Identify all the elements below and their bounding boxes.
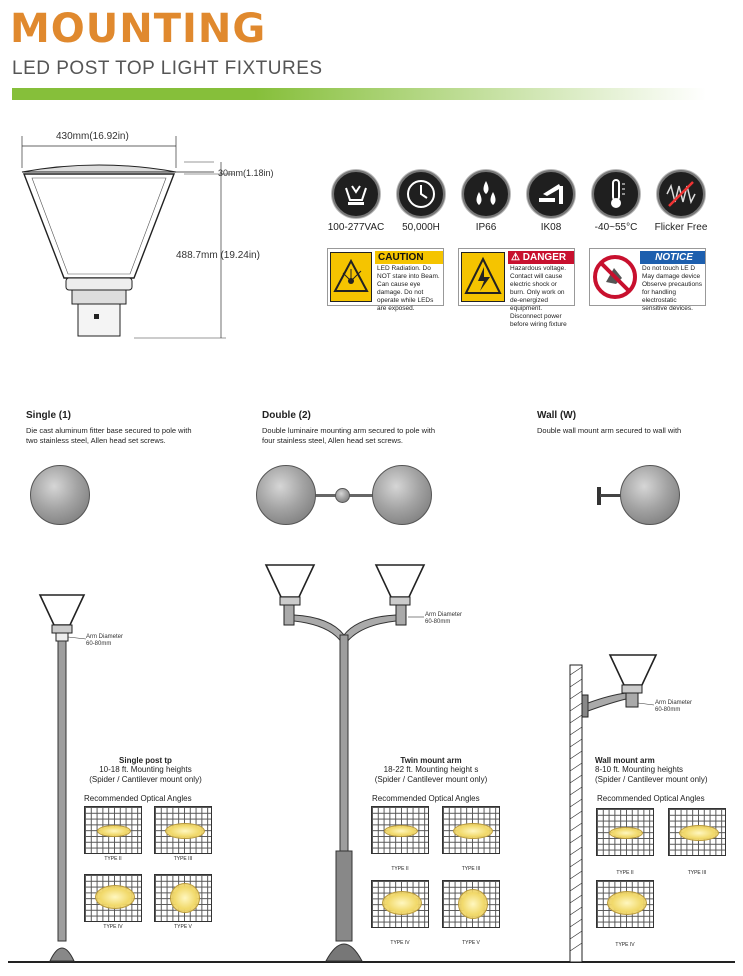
electric-shock-icon (461, 252, 505, 302)
optic-label-type-ii: TYPE II (616, 870, 634, 876)
page-title: MOUNTING (10, 6, 267, 52)
config-twin-note: (Spider / Cantilever mount only) (374, 774, 488, 784)
mount-wall-heading: Wall (W) (537, 410, 577, 421)
optics-title-single: Recommended Optical Angles (84, 794, 192, 803)
arm-diameter-value: 60-80mm (425, 619, 451, 625)
optic-label-type-iii: TYPE III (461, 866, 481, 872)
optic-label-type-iii: TYPE III (173, 856, 193, 862)
mount-double-heading: Double (2) (262, 410, 311, 421)
danger-heading: ⚠ DANGER (508, 251, 574, 264)
notice-text: Do not touch LE D May damage device Observe precautions for handling electrostatic sensitive devices. (642, 265, 702, 312)
config-wall-note: (Spider / Cantilever mount only) (595, 774, 708, 784)
mount-wall-desc: Double wall mount arm secured to wall with (537, 426, 682, 435)
danger-heading-text: DANGER (522, 252, 567, 263)
optic-label-type-ii: TYPE II (104, 856, 122, 862)
page-subtitle: LED POST TOP LIGHT FIXTURES (12, 58, 323, 79)
arm-diameter-value: 60-80mm (86, 641, 112, 647)
notice-heading: NOTICE (640, 251, 705, 264)
arm-diameter-twin (425, 612, 462, 626)
arm-diameter-label: Arm Diameter (655, 700, 693, 706)
arm-diameter-label: Arm Diameter (425, 612, 463, 618)
width-dimension: 430mm(16.92in) (56, 131, 129, 142)
caution-label (327, 248, 444, 312)
cap-height-dimension: 30mm(1.18in) (218, 168, 274, 178)
optic-label-type-iii: TYPE III (687, 870, 707, 876)
config-wall-heights: 8-10 ft. Mounting heights (595, 765, 684, 774)
optic-grid-type-iii (442, 806, 500, 854)
optic-grid-type-iv (84, 874, 142, 922)
laser-warning-icon (330, 252, 372, 302)
arm-diameter-value: 60-80mm (655, 707, 681, 713)
double-top-view-left (256, 465, 316, 525)
optic-label-type-v: TYPE V (462, 940, 480, 946)
mount-single-heading: Single (1) (26, 410, 72, 421)
optics-title-wall: Recommended Optical Angles (597, 794, 705, 803)
optic-grid-type-ii (371, 806, 429, 854)
clock-icon (397, 170, 445, 218)
config-wall-title: Wall mount arm (595, 756, 655, 765)
thermometer-icon (592, 170, 640, 218)
optic-grid-type-v (442, 880, 500, 928)
arm-diameter-wall (655, 700, 692, 714)
config-single-title: Single post tp (119, 756, 172, 765)
config-twin-title: Twin mount arm (400, 756, 462, 765)
double-top-view-right (372, 465, 432, 525)
optic-label-type-iv: TYPE IV (615, 942, 635, 948)
optic-grid-type-ii (596, 808, 654, 856)
danger-text: Hazardous voltage. Contact will cause electric shock or burn. Only work on de-energized equipment. Disconnect power before wiring fixture (510, 265, 567, 328)
danger-label (458, 248, 575, 328)
water-drops-icon (462, 170, 510, 218)
mount-double-desc: Double luminaire mounting arm secured to pole with four stainless steel, Allen head set screws. (262, 426, 436, 445)
no-touch-icon (592, 252, 638, 302)
optic-grid-type-iii (668, 808, 726, 856)
config-single-heights: 10-18 ft. Mounting heights (99, 765, 192, 774)
double-pole-cap (335, 488, 350, 503)
optic-label-type-iv: TYPE IV (103, 924, 123, 930)
feature-label-ik: IK08 (540, 222, 562, 233)
optic-grid-type-iv (596, 880, 654, 928)
arm-diameter-label: Arm Diameter (86, 634, 124, 640)
fixture-dimension-drawing (14, 128, 284, 343)
caution-heading: CAUTION (375, 251, 443, 264)
voltage-icon (332, 170, 380, 218)
optic-label-type-ii: TYPE II (391, 866, 409, 872)
config-twin (372, 756, 490, 784)
mount-single-desc: Die cast aluminum fitter base secured to pole with two stainless steel, Allen head set screws. (26, 426, 192, 445)
wall-arm-bar (600, 494, 622, 497)
height-dimension: 488.7mm (19.24in) (176, 250, 260, 261)
optic-grid-type-v (154, 874, 212, 922)
optic-label-type-iv: TYPE IV (390, 940, 410, 946)
accent-bar (12, 88, 706, 100)
feature-label-lifetime: 50,000H (402, 222, 440, 233)
flicker-free-icon (657, 170, 705, 218)
notice-label (589, 248, 706, 312)
wall-top-view (620, 465, 680, 525)
feature-label-flicker: Flicker Free (654, 222, 708, 233)
optic-grid-type-iv (371, 880, 429, 928)
config-twin-heights: 18-22 ft. Mounting height s (383, 765, 479, 774)
feature-label-ip: IP66 (475, 222, 497, 233)
single-top-view (30, 465, 90, 525)
optic-grid-type-ii (84, 806, 142, 854)
feature-label-temperature: -40~55°C (594, 222, 638, 233)
optic-label-type-v: TYPE V (174, 924, 192, 930)
impact-icon (527, 170, 575, 218)
config-wall (595, 756, 720, 784)
config-single (88, 756, 203, 784)
caution-text: LED Radiation. Do NOT stare into Beam. Can cause eye damage. Do not operate while LEDs are exposed. (377, 265, 440, 312)
optic-grid-type-iii (154, 806, 212, 854)
arm-diameter-single (86, 634, 123, 648)
optics-title-twin: Recommended Optical Angles (372, 794, 480, 803)
config-single-note: (Spider / Cantilever mount only) (89, 774, 202, 784)
feature-label-voltage: 100-277VAC (327, 222, 385, 233)
